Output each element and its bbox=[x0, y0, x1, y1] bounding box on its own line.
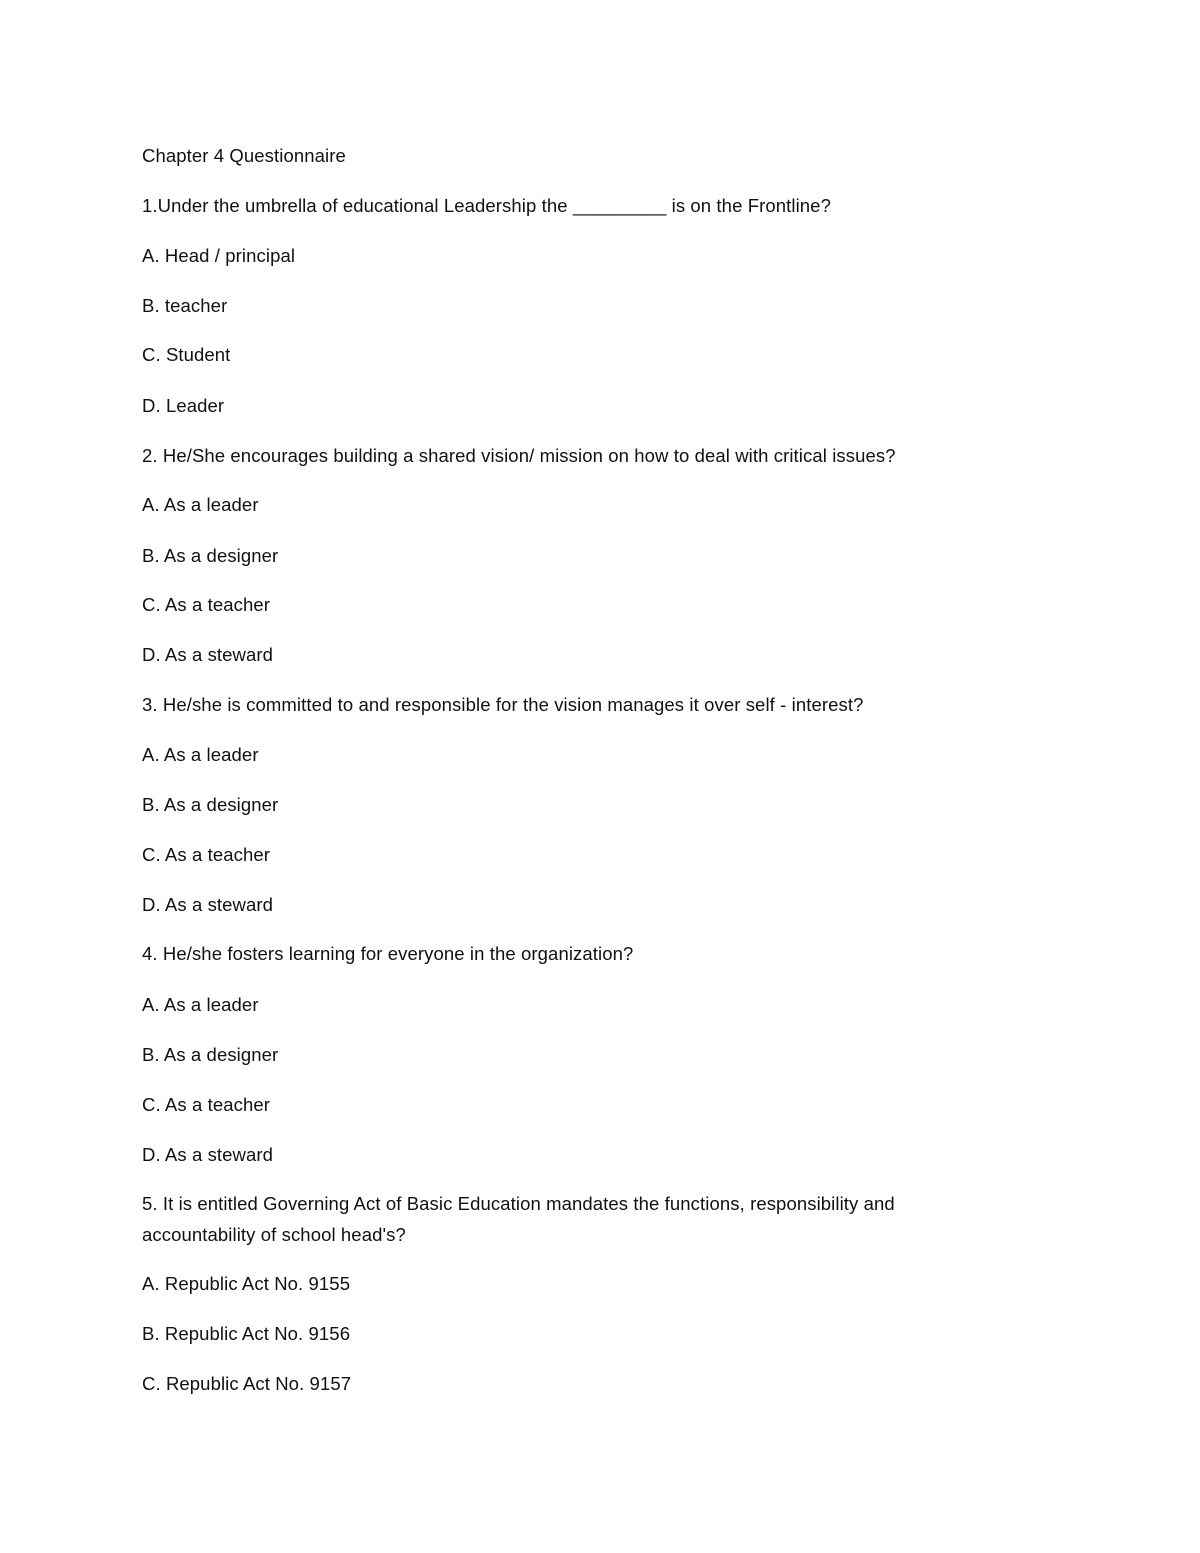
question-1-text: 1.Under the umbrella of educational Leadership the _________ is on the Frontline? bbox=[142, 195, 831, 216]
question-2-text: 2. He/She encourages building a shared vision/ mission on how to deal with critical issues? bbox=[142, 445, 896, 466]
question-4-option-a: A. As a leader bbox=[142, 994, 259, 1015]
question-5-option-a: A. Republic Act No. 9155 bbox=[142, 1273, 351, 1294]
question-4-option-d: D. As a steward bbox=[142, 1144, 274, 1165]
question-3-option-b: B. As a designer bbox=[142, 794, 279, 815]
question-1-option-b: B. teacher bbox=[142, 295, 228, 316]
question-2-option-d: D. As a steward bbox=[142, 644, 274, 665]
question-1-option-a: A. Head / principal bbox=[142, 245, 296, 266]
question-4-text: 4. He/she fosters learning for everyone in the organization? bbox=[142, 943, 634, 964]
question-2-option-b: B. As a designer bbox=[142, 545, 279, 566]
question-3-option-d: D. As a steward bbox=[142, 894, 274, 915]
question-4-option-c: C. As a teacher bbox=[142, 1094, 270, 1115]
question-5-text: 5. It is entitled Governing Act of Basic Education mandates the functions, responsibility and accountability of school head's? bbox=[142, 1193, 895, 1245]
question-1-option-d: D. Leader bbox=[142, 395, 225, 416]
question-2-option-c: C. As a teacher bbox=[142, 594, 270, 615]
question-2-option-a: A. As a leader bbox=[142, 494, 259, 515]
question-3-option-a: A. As a leader bbox=[142, 744, 259, 765]
question-1-option-c: C. Student bbox=[142, 344, 231, 365]
question-3-text: 3. He/she is committed to and responsible for the vision manages it over self - interest? bbox=[142, 694, 864, 715]
question-4-option-b: B. As a designer bbox=[142, 1044, 279, 1065]
document-title: Chapter 4 Questionnaire bbox=[142, 145, 346, 166]
question-5-option-c: C. Republic Act No. 9157 bbox=[142, 1373, 352, 1394]
question-5-option-b: B. Republic Act No. 9156 bbox=[142, 1323, 351, 1344]
question-3-option-c: C. As a teacher bbox=[142, 844, 270, 865]
